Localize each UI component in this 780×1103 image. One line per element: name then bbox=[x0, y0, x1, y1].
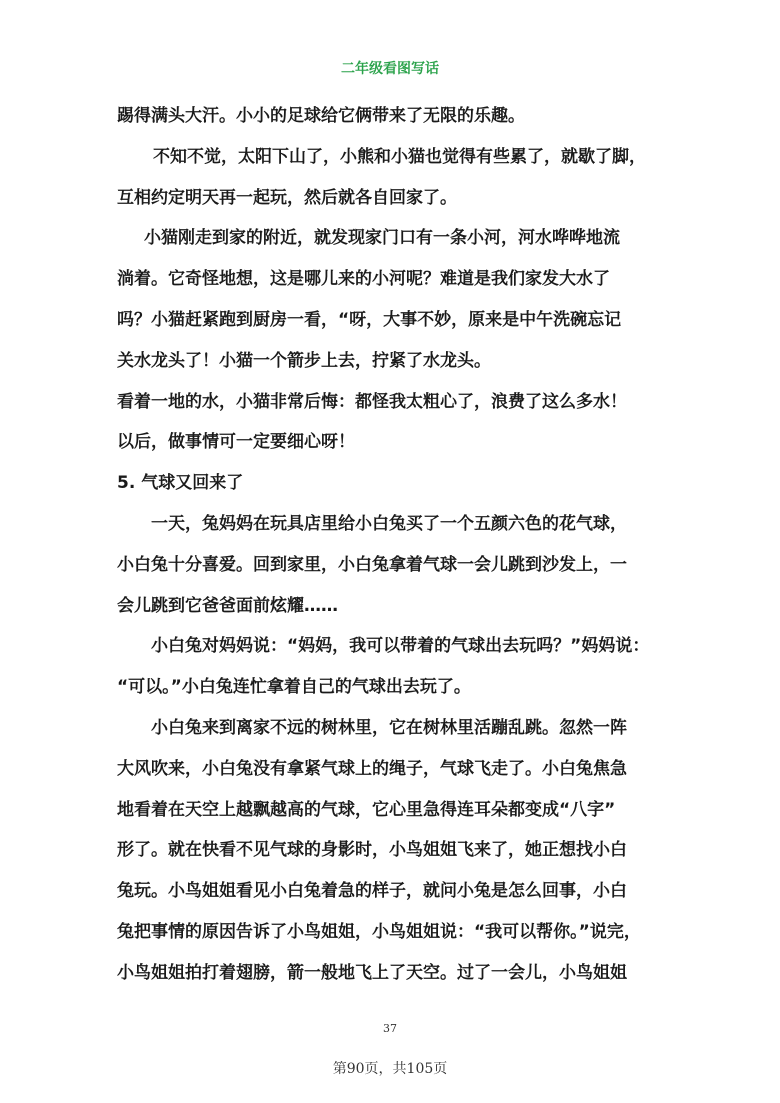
document-header-title: 二年级看图写话 bbox=[341, 61, 439, 77]
text-line: “可以。”小白兔连忙拿着自己的气球出去玩了。 bbox=[117, 677, 471, 698]
text-line: 形了。就在快看不见气球的身影时，小鸟姐姐飞来了，她正想找小白 bbox=[117, 840, 627, 861]
text-line: 小鸟姐姐拍打着翅膀，箭一般地飞上了天空。过了一会儿，小鸟姐姐 bbox=[117, 962, 627, 983]
section-heading: 5. 气球又回来了 bbox=[117, 473, 244, 494]
text-line: 互相约定明天再一起玩，然后就各自回家了。 bbox=[117, 187, 457, 208]
text-line: 兔把事情的原因告诉了小鸟姐姐，小鸟姐姐说：“我可以帮你。”说完， bbox=[117, 921, 641, 942]
text-line: 一天，兔妈妈在玩具店里给小白兔买了一个五颜六色的花气球， bbox=[151, 513, 627, 534]
text-line: 会儿跳到它爸爸面前炫耀…… bbox=[117, 595, 338, 616]
text-line: 大风吹来，小白兔没有拿紧气球上的绳子，气球飞走了。小白兔焦急 bbox=[117, 758, 627, 779]
text-line: 看着一地的水，小猫非常后悔：都怪我太粗心了，浪费了这么多水！ bbox=[117, 391, 627, 412]
text-line: 小白兔十分喜爱。回到家里，小白兔拿着气球一会儿跳到沙发上，一 bbox=[117, 554, 627, 575]
text-line: 小猫刚走到家的附近，就发现家门口有一条小河，河水哗哗地流 bbox=[144, 228, 620, 249]
text-line: 关水龙头了！小猫一个箭步上去，拧紧了水龙头。 bbox=[117, 350, 491, 371]
text-line: 不知不觉，太阳下山了，小熊和小猫也觉得有些累了，就歇了脚， bbox=[153, 146, 646, 167]
text-line: 小白兔来到离家不远的树林里，它在树林里活蹦乱跳。忽然一阵 bbox=[151, 717, 627, 738]
text-line: 以后，做事情可一定要细心呀！ bbox=[117, 432, 355, 453]
text-line: 踢得满头大汗。小小的足球给它俩带来了无限的乐趣。 bbox=[117, 106, 525, 126]
page-number: 37 bbox=[383, 1022, 397, 1035]
text-line: 小白兔对妈妈说：“妈妈，我可以带着的气球出去玩吗？”妈妈说： bbox=[151, 636, 650, 657]
text-line: 淌着。它奇怪地想，这是哪儿来的小河呢？难道是我们家发大水了 bbox=[117, 269, 610, 290]
text-line: 兔玩。小鸟姐姐看见小白兔着急的样子，就问小兔是怎么回事，小白 bbox=[117, 881, 627, 902]
document-body bbox=[117, 96, 677, 994]
text-line: 地看着在天空上越飘越高的气球，它心里急得连耳朵都变成“八字” bbox=[117, 799, 616, 820]
page-footer: 第90页，共105页 bbox=[332, 1061, 448, 1077]
text-line: 吗？小猫赶紧跑到厨房一看，“呀，大事不妙，原来是中午洗碗忘记 bbox=[117, 309, 622, 330]
